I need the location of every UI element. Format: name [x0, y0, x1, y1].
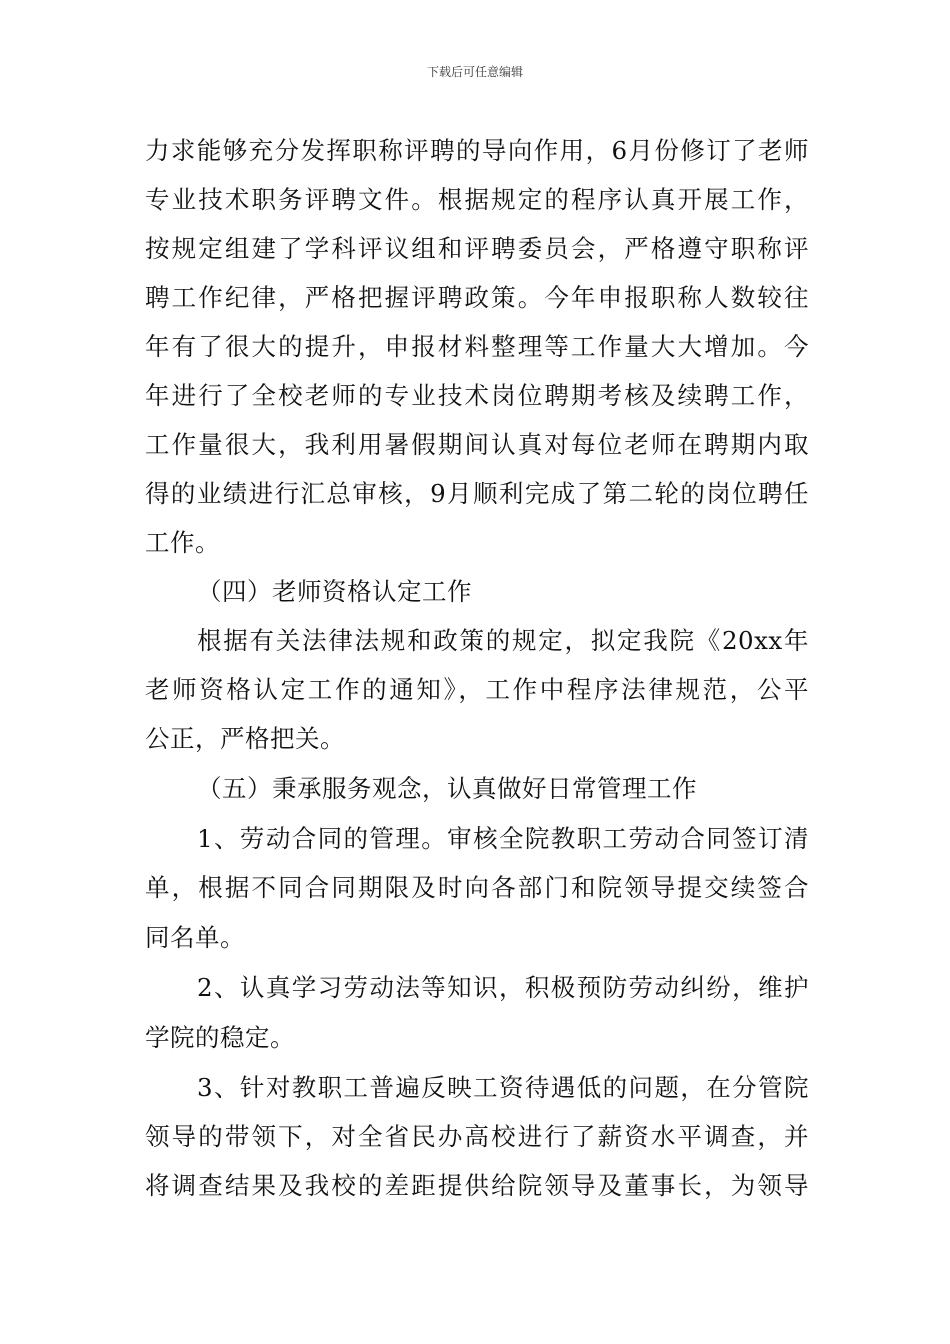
- body-line: 领导的带领下，对全省民办高校进行了薪资水平调查，并: [145, 1122, 809, 1151]
- body-line: 按规定组建了学科评议组和评聘委员会，严格遵守职称评: [145, 234, 809, 263]
- body-line: 工作。: [145, 528, 220, 557]
- body-line: 将调查结果及我校的差距提供给院领导及董事长，为领导: [145, 1171, 809, 1200]
- body-line: 同名单。: [145, 923, 245, 952]
- body-line: 年有了很大的提升，申报材料整理等工作量大大增加。今: [145, 332, 809, 361]
- body-line: 公正，严格把关。: [145, 724, 345, 753]
- body-line: 2、认真学习劳动法等知识，积极预防劳动纠纷，维护: [197, 973, 809, 1002]
- body-line: 3、针对教职工普遍反映工资待遇低的问题，在分管院: [197, 1073, 809, 1102]
- body-line: 得的业绩进行汇总审核，9月顺利完成了第二轮的岗位聘任: [145, 479, 809, 508]
- document-body: [145, 126, 809, 1210]
- body-line: 聘工作纪律，严格把握评聘政策。今年申报职称人数较往: [145, 283, 809, 312]
- body-line: 单，根据不同合同期限及时向各部门和院领导提交续签合: [145, 873, 809, 902]
- body-line: 根据有关法律法规和政策的规定，拟定我院《20xx年: [197, 626, 809, 655]
- body-line: 专业技术职务评聘文件。根据规定的程序认真开展工作，: [145, 185, 809, 214]
- body-line: 年进行了全校老师的专业技术岗位聘期考核及续聘工作，: [145, 381, 809, 410]
- body-line: 力求能够充分发挥职称评聘的导向作用，6月份修订了老师: [145, 136, 809, 165]
- section-heading: （四）老师资格认定工作: [197, 577, 472, 606]
- page-header: 下载后可任意编辑: [426, 65, 523, 79]
- body-line: 老师资格认定工作的通知》，工作中程序法律规范，公平: [145, 675, 809, 704]
- body-line: 学院的稳定。: [145, 1023, 295, 1052]
- body-line: 工作量很大，我利用暑假期间认真对每位老师在聘期内取: [145, 430, 809, 459]
- body-line: 1、劳动合同的管理。审核全院教职工劳动合同签订清: [197, 824, 809, 853]
- section-heading: （五）秉承服务观念，认真做好日常管理工作: [197, 774, 697, 803]
